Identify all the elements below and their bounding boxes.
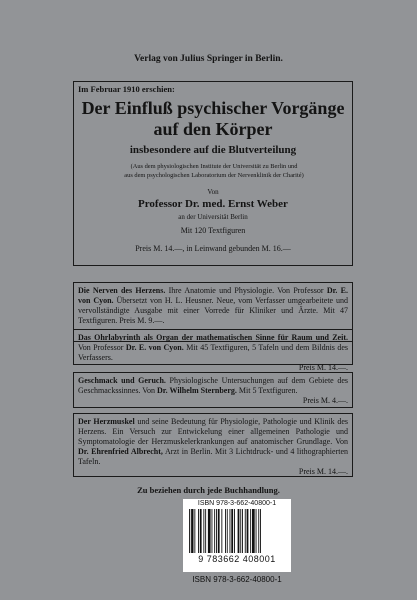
entry-body: Ihre Anatomie und Physiologie. Von Professor <box>165 286 327 295</box>
barcode-image <box>187 509 287 553</box>
author-affiliation: an der Universität Berlin <box>178 213 248 221</box>
entry-box-2 <box>73 329 353 372</box>
barcode-bar <box>200 509 202 553</box>
entry-author: Dr. Wilhelm Sternberg. <box>157 386 237 395</box>
barcode-bar <box>242 509 243 553</box>
barcode-bar <box>212 509 213 553</box>
entry-body: Arzt in Berlin. Mit 3 Lichtdruck- und 4 lithographierten Tafeln. <box>78 447 349 466</box>
barcode-bar <box>227 509 228 553</box>
author-name: Professor Dr. med. Ernst Weber <box>138 198 288 210</box>
barcode-bar <box>258 509 259 553</box>
barcode-bar <box>198 509 199 553</box>
price-note: Preis M. 14.—, in Leinwand gebunden M. 16.— <box>135 244 291 253</box>
barcode-bar <box>205 509 206 553</box>
barcode-bar <box>218 509 220 553</box>
barcode-bar <box>194 509 195 553</box>
barcode-bar <box>203 509 204 553</box>
entry-title: Der Herzmuskel <box>78 417 135 426</box>
barcode-bar <box>252 509 255 553</box>
barcode-bar <box>240 509 241 553</box>
entry-text <box>78 333 348 373</box>
entry-body: und seine Bedeutung für Physiologie, Pathologie und Klinik des Herzens. Ein Versuch zur Entwickelung einer allgemeinen Pathologie und Symptomatologie der Herzmuskelerkrankungen auf anatomischer Grundlage. Von <box>78 417 348 446</box>
barcode-bar <box>208 509 211 553</box>
book-title-line2: auf den Körper <box>153 119 273 139</box>
entry-author: Dr. E. von Cyon. <box>78 286 349 305</box>
publisher-line: Verlag von Julius Springer in Berlin. <box>134 54 283 64</box>
barcode-digits: 9 783662 408001 <box>198 554 276 564</box>
barcode-panel <box>183 499 291 572</box>
entry-price: Preis M. 14.—. <box>298 467 348 476</box>
barcode-bar <box>225 509 226 553</box>
entry-body: Mit 45 Textfiguren, 5 Tafeln und dem Bildnis des Verfassers. <box>78 343 349 362</box>
barcode-bar <box>214 509 215 553</box>
barcode-bar <box>247 509 249 553</box>
institute-note-line1: (Aus dem physiologischen Institute der Universität zu Berlin und <box>130 163 298 170</box>
entry-box-3 <box>73 372 353 408</box>
barcode-bar <box>230 509 231 553</box>
entry-price: Preis M. 14.—. <box>298 363 348 372</box>
barcode-bar <box>238 509 240 553</box>
entry-author: Dr. Ehrenfried Albrecht, <box>78 447 163 456</box>
barcode-bar <box>191 509 192 553</box>
isbn-bottom-label: ISBN 978-3-662-40800-1 <box>192 575 282 584</box>
barcode-bar <box>245 509 246 553</box>
barcode-bar <box>192 509 194 553</box>
entry-box-4 <box>73 413 353 477</box>
barcode-bar <box>260 509 261 553</box>
entry-body: Von Professor <box>78 343 126 352</box>
barcode-bar <box>234 509 235 553</box>
barcode-bar <box>256 509 257 553</box>
entry-title: Das Ohrlabyrinth als Organ der mathematischen Sinne für Raum und Zeit. <box>78 333 348 342</box>
bookstore-note: Zu beziehen durch jede Buchhandlung. <box>137 485 280 495</box>
entry-title: Geschmack und Geruch. <box>78 376 166 385</box>
entry-text <box>78 376 348 406</box>
entry-price: Preis M. 4.—. <box>302 396 348 405</box>
barcode-bar <box>250 509 251 553</box>
barcode-bar <box>231 509 233 553</box>
announcement-date: Im Februar 1910 erschien: <box>78 84 175 94</box>
book-title-line1: Der Einfluß psychischer Vorgänge <box>81 98 345 118</box>
entry-author: Dr. E. von Cyon. <box>125 343 184 352</box>
figures-note: Mit 120 Textfiguren <box>180 226 246 235</box>
institute-note-line2: aus dem psychologischen Laboratorium der Nervenklinik der Charité) <box>124 172 304 179</box>
isbn-top-label: ISBN 978-3-662-40800-1 <box>197 500 277 507</box>
main-announcement-box <box>73 81 353 266</box>
entry-body: Übersetzt von H. L. Heusner. Neue, vom Verfasser umgearbeitete und vervollständigte Ausgabe mit einer Vorrede für Kliniker und Ärzte. Mit 47 Textfiguren. Preis M. 9.—. <box>78 296 348 325</box>
barcode-bar <box>216 509 217 553</box>
barcode-bar <box>189 509 190 553</box>
barcode-bar <box>221 509 222 553</box>
entry-text <box>78 286 348 326</box>
entry-body: Mit 5 Textfiguren. <box>236 386 298 395</box>
entry-title: Die Nerven des Herzens. <box>78 286 166 295</box>
von-label: Von <box>207 188 219 196</box>
entry-body: Physiologische Untersuchungen auf dem Gebiete des Geschmackssinnes. Von <box>78 376 348 395</box>
entry-text <box>78 417 348 477</box>
book-subtitle: insbesondere auf die Blutverteilung <box>129 144 297 156</box>
